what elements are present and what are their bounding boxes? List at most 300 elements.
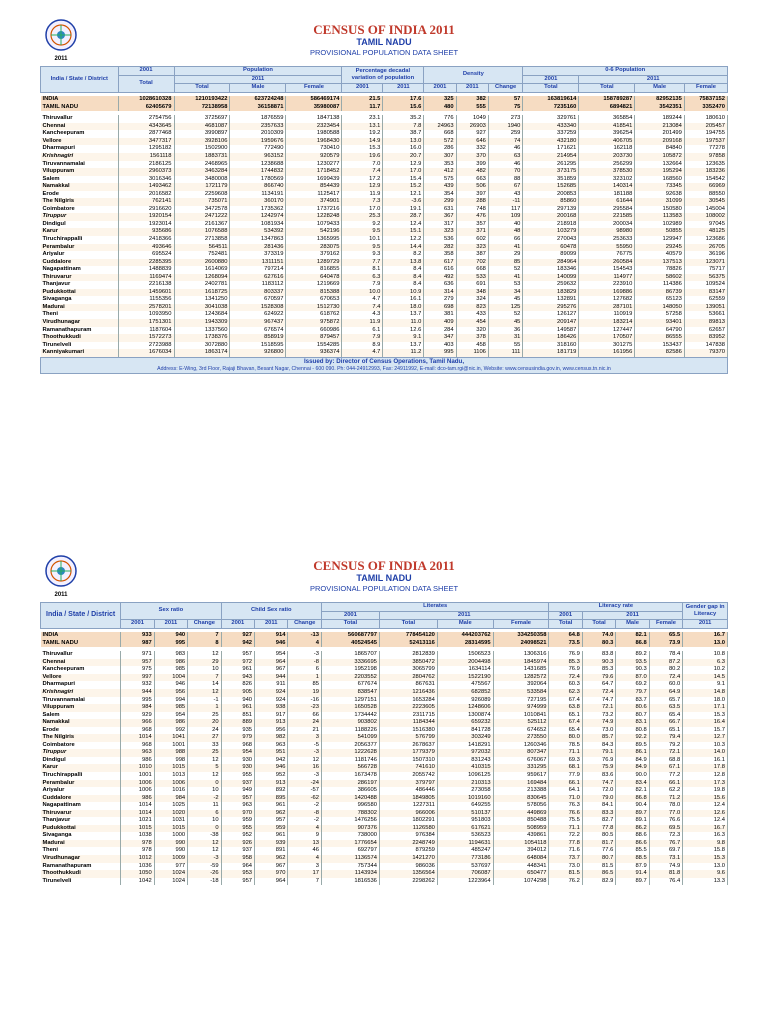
cell-value: 86.2 xyxy=(616,825,649,833)
summary-row xyxy=(41,640,728,648)
cell-value: 17.8 xyxy=(683,764,728,772)
cell-value: 1734442 xyxy=(321,712,379,720)
cell-value: 986 xyxy=(154,719,187,727)
cell-value: 314 xyxy=(424,289,456,297)
cell-value: 41 xyxy=(488,274,522,282)
cell-value: 71.2 xyxy=(649,795,683,803)
cell-value: 397 xyxy=(456,191,488,199)
area-name: Erode xyxy=(41,191,119,199)
cell-value: 12 xyxy=(188,772,221,780)
cell-value: 1952198 xyxy=(321,666,379,674)
cell-value: 62657 xyxy=(684,327,727,335)
cell-value: 17.3 xyxy=(683,780,728,788)
area-name: Madurai xyxy=(41,840,121,848)
cell-value: 132891 xyxy=(523,296,579,304)
cell-value: 418541 xyxy=(579,123,635,131)
col-header-age-total: Total xyxy=(579,84,635,93)
table-row xyxy=(41,266,728,274)
cell-value: 67.4 xyxy=(549,697,582,705)
cell-value: 670653 xyxy=(286,296,342,304)
area-name: Tiruchirappalli xyxy=(41,236,119,244)
cell-value: 506 xyxy=(456,183,488,191)
cell-value: 109524 xyxy=(684,281,727,289)
cell-value: -3.6 xyxy=(383,198,424,206)
cell-value: 35980087 xyxy=(286,104,342,112)
cell-value: 149587 xyxy=(523,327,579,335)
cell-value: 74.0 xyxy=(582,632,615,640)
cell-value: 940 xyxy=(154,632,187,640)
cell-value: 493646 xyxy=(118,244,174,252)
cell-value: 406705 xyxy=(579,138,635,146)
cell-value: 7.7 xyxy=(342,259,383,267)
area-name: Virudhunagar xyxy=(41,855,121,863)
cell-value: 72.4 xyxy=(582,689,615,697)
cell-value: 940 xyxy=(221,697,254,705)
col-header-den-2011: 2011 xyxy=(456,84,488,93)
cell-value: 663 xyxy=(456,176,488,184)
cell-value: 1572273 xyxy=(118,334,174,342)
cell-value: 975872 xyxy=(286,319,342,327)
col-header-decadal: Percentage decadal variation of population xyxy=(342,67,424,84)
cell-value: 1010841 xyxy=(493,712,549,720)
cell-value: 627616 xyxy=(230,274,286,282)
cell-value: 76775 xyxy=(579,251,635,259)
area-name: Ramanathapuram xyxy=(41,863,121,871)
cell-value: 60.0 xyxy=(649,681,683,689)
cell-value: 63.5 xyxy=(649,704,683,712)
cell-value: 7 xyxy=(188,632,221,640)
cell-value: 1347863 xyxy=(230,236,286,244)
cell-value: 79.6 xyxy=(582,674,615,682)
cell-value: 347 xyxy=(424,334,456,342)
cell-value: -11 xyxy=(488,198,522,206)
cell-value: 14.0 xyxy=(683,749,728,757)
cell-value: 273 xyxy=(488,115,522,123)
table-row xyxy=(41,727,728,735)
cell-value: 36 xyxy=(488,327,522,335)
table-row xyxy=(41,666,728,674)
cell-value: 79.2 xyxy=(649,742,683,750)
cell-value: 10.0 xyxy=(342,289,383,297)
cell-value: 186426 xyxy=(523,334,579,342)
cell-value: 966 xyxy=(121,719,154,727)
cell-value: 79.7 xyxy=(616,689,649,697)
cell-value: 961 xyxy=(255,802,288,810)
cell-value: 80.5 xyxy=(582,832,615,840)
cell-value: 1431685 xyxy=(493,666,549,674)
cell-value: 8.4 xyxy=(383,281,424,289)
cell-value: 387 xyxy=(456,251,488,259)
cell-value: 985 xyxy=(154,666,187,674)
cell-value: 12.9 xyxy=(342,183,383,191)
cell-value: 93.5 xyxy=(616,659,649,667)
col-header-age-female: Female xyxy=(684,84,727,93)
cell-value: 2298262 xyxy=(379,878,437,886)
cell-value: 1943309 xyxy=(174,319,230,327)
data-sheet-literacy xyxy=(40,558,728,885)
cell-value: 913 xyxy=(255,780,288,788)
area-name: Ariyalur xyxy=(41,787,121,795)
cell-value: 1210193422 xyxy=(174,96,230,104)
cell-value: 63 xyxy=(488,153,522,161)
cell-value: 261295 xyxy=(523,161,579,169)
cell-value: 153437 xyxy=(635,342,685,350)
area-name: Tiruchirappalli xyxy=(41,772,121,780)
cell-value: 108002 xyxy=(684,213,727,221)
logo-year: 2011 xyxy=(54,56,68,62)
cell-value: 61644 xyxy=(579,198,635,206)
cell-value: 18.0 xyxy=(683,697,728,705)
cell-value: 1311151 xyxy=(230,259,286,267)
cell-value: 68.8 xyxy=(649,757,683,765)
table-row xyxy=(41,764,728,772)
area-name: The Nilgiris xyxy=(41,198,119,206)
cell-value: 92638 xyxy=(635,191,685,199)
cell-value: 889 xyxy=(221,719,254,727)
cell-value: 56375 xyxy=(684,274,727,282)
area-name: Chennai xyxy=(41,123,119,131)
area-name: Vellore xyxy=(41,674,121,682)
cell-value: 16.3 xyxy=(683,832,728,840)
cell-value: 444203762 xyxy=(437,632,493,640)
cell-value: 1025 xyxy=(154,802,187,810)
area-name: Salem xyxy=(41,712,121,720)
cell-value: 952 xyxy=(221,832,254,840)
cell-value: 508959 xyxy=(493,825,549,833)
area-name: Dharmapuri xyxy=(41,145,119,153)
cell-value: 1024 xyxy=(154,870,187,878)
table-row xyxy=(41,704,728,712)
cell-value: 4 xyxy=(288,825,321,833)
cell-value: 762141 xyxy=(118,198,174,206)
cell-value: 77.2 xyxy=(649,772,683,780)
cell-value: 2471222 xyxy=(174,213,230,221)
area-name: Coimbatore xyxy=(41,742,121,750)
summary-row xyxy=(41,632,728,640)
cell-value: 114386 xyxy=(635,281,685,289)
cell-value: 76.9 xyxy=(582,757,615,765)
cell-value: 963 xyxy=(255,742,288,750)
cell-value: 181719 xyxy=(523,349,579,357)
cell-value: 1845974 xyxy=(493,659,549,667)
cell-value: 954 xyxy=(221,749,254,757)
cell-value: 17.1 xyxy=(683,704,728,712)
cell-value: 33 xyxy=(188,742,221,750)
cell-value: 955 xyxy=(221,825,254,833)
cell-value: 986 xyxy=(121,795,154,803)
cell-value: 194755 xyxy=(684,130,727,138)
cell-value: 126127 xyxy=(523,311,579,319)
cell-value: 7.8 xyxy=(383,123,424,131)
cell-value: 954 xyxy=(154,712,187,720)
cell-value: 944 xyxy=(121,689,154,697)
cell-value: 946 xyxy=(255,764,288,772)
cell-value: 905 xyxy=(221,689,254,697)
table-row xyxy=(41,198,728,206)
cell-value: 486446 xyxy=(379,787,437,795)
col-header-rate-female: Female xyxy=(649,620,683,629)
cell-value: 82.7 xyxy=(582,817,615,825)
cell-value: 15.3 xyxy=(683,855,728,863)
cell-value: 17 xyxy=(288,870,321,878)
cell-value: 1243684 xyxy=(174,311,230,319)
cell-value: 209168 xyxy=(635,138,685,146)
cell-value: 378530 xyxy=(579,168,635,176)
cell-value: 797214 xyxy=(230,266,286,274)
cell-value: 307 xyxy=(424,153,456,161)
cell-value: 674652 xyxy=(493,727,549,735)
cell-value: 76.7 xyxy=(649,840,683,848)
col-header-age-2001: 2001 xyxy=(523,75,579,84)
cell-value: 80.0 xyxy=(549,734,582,742)
cell-value: 76.9 xyxy=(549,666,582,674)
table-row xyxy=(41,191,728,199)
literacy-table-body xyxy=(41,628,728,885)
cell-value: 90.0 xyxy=(616,772,649,780)
cell-value: 86.5 xyxy=(582,870,615,878)
cell-value: 29245 xyxy=(635,244,685,252)
cell-value: 83.3 xyxy=(582,810,615,818)
cell-value: 1184344 xyxy=(379,719,437,727)
cell-value: 89.7 xyxy=(616,810,649,818)
data-sheet-population xyxy=(40,22,728,374)
cell-value: 979 xyxy=(221,734,254,742)
cell-value: 102989 xyxy=(635,221,685,229)
col-header-2001: 2001 xyxy=(118,67,174,76)
cell-value: 956 xyxy=(255,727,288,735)
cell-value: 624922 xyxy=(230,311,286,319)
table-row xyxy=(41,213,728,221)
cell-value: 16.7 xyxy=(683,632,728,640)
cell-value: 40524545 xyxy=(321,640,379,648)
area-name: Ariyalur xyxy=(41,251,119,259)
cell-value: 1295182 xyxy=(118,145,174,153)
cell-value: 1038 xyxy=(121,832,154,840)
cell-value: 7 xyxy=(188,674,221,682)
table-row xyxy=(41,274,728,282)
cell-value: 4 xyxy=(288,855,321,863)
cell-value: 542196 xyxy=(286,228,342,236)
cell-value: 975 xyxy=(121,666,154,674)
cell-value: 14 xyxy=(188,681,221,689)
cell-value: 162118 xyxy=(579,145,635,153)
table-row xyxy=(41,878,728,886)
cell-value: 13.1 xyxy=(342,123,383,131)
cell-value: 937 xyxy=(221,780,254,788)
cell-value: 86.8 xyxy=(616,795,649,803)
cell-value: 776 xyxy=(424,115,456,123)
cell-value: 1421270 xyxy=(379,855,437,863)
cell-value: 288 xyxy=(456,198,488,206)
cell-value: 88.5 xyxy=(616,855,649,863)
cell-value: 11.9 xyxy=(342,319,383,327)
cell-value: 778454120 xyxy=(379,632,437,640)
area-name: Viluppuram xyxy=(41,704,121,712)
cell-value: 90.3 xyxy=(616,666,649,674)
cell-value: 320 xyxy=(456,327,488,335)
cell-value: 183214 xyxy=(579,319,635,327)
cell-value: 89.7 xyxy=(616,878,649,886)
cell-value: 2056377 xyxy=(321,742,379,750)
cell-value: 76.6 xyxy=(649,817,683,825)
cell-value: 367 xyxy=(424,213,456,221)
state-subtitle: TAMIL NADU xyxy=(356,37,412,47)
cell-value: 63.8 xyxy=(549,704,582,712)
cell-value: 70 xyxy=(488,168,522,176)
cell-value: 773186 xyxy=(437,855,493,863)
cell-value: 1125417 xyxy=(286,191,342,199)
cell-value: 13 xyxy=(288,840,321,848)
cell-value: 28314595 xyxy=(437,640,493,648)
area-name: Viluppuram xyxy=(41,168,119,176)
cell-value: 256299 xyxy=(579,161,635,169)
cell-value: 23.1 xyxy=(342,115,383,123)
cell-value: 946 xyxy=(154,681,187,689)
cell-value: 536523 xyxy=(437,832,493,840)
cell-value: 64.1 xyxy=(549,787,582,795)
cell-value: 670597 xyxy=(230,296,286,304)
cell-value: 48125 xyxy=(684,228,727,236)
cell-value: 1554285 xyxy=(286,342,342,350)
cell-value: 66 xyxy=(488,236,522,244)
cell-value: 974999 xyxy=(493,704,549,712)
cell-value: 379797 xyxy=(379,780,437,788)
col-header-gap-2011: 2011 xyxy=(683,620,728,629)
cell-value: 74 xyxy=(488,138,522,146)
area-name: Salem xyxy=(41,176,119,184)
summary-row xyxy=(41,96,728,104)
cell-value: 668 xyxy=(456,266,488,274)
cell-value: 1920154 xyxy=(118,213,174,221)
cell-value: 972 xyxy=(221,659,254,667)
cell-value: 1751301 xyxy=(118,319,174,327)
cell-value: 12.8 xyxy=(683,772,728,780)
cell-value: 77.8 xyxy=(549,840,582,848)
cell-value: 439861 xyxy=(493,832,549,840)
cell-value: 433340 xyxy=(523,123,579,131)
cell-value: 2010309 xyxy=(230,130,286,138)
area-name: Sivaganga xyxy=(41,832,121,840)
table-row xyxy=(41,855,728,863)
cell-value: 1006 xyxy=(121,787,154,795)
cell-value: 3542351 xyxy=(635,104,685,112)
cell-value: 990 xyxy=(154,847,187,855)
cell-value: 85.3 xyxy=(549,659,582,667)
cell-value: 3480008 xyxy=(174,176,230,184)
cell-value: 85.3 xyxy=(582,666,615,674)
cell-value: 1816536 xyxy=(321,878,379,886)
cell-value: 1079433 xyxy=(286,221,342,229)
cell-value: 458 xyxy=(456,342,488,350)
cell-value: 1054118 xyxy=(493,840,549,848)
cell-value: 5 xyxy=(188,764,221,772)
cell-value: 823 xyxy=(456,304,488,312)
cell-value: 1699439 xyxy=(286,176,342,184)
cell-value: 13.0 xyxy=(383,138,424,146)
cell-value: 82586 xyxy=(635,349,685,357)
cell-value: 86.8 xyxy=(616,640,649,648)
cell-value: 1014 xyxy=(121,802,154,810)
cell-value: 200853 xyxy=(523,191,579,199)
area-name: Tiruppur xyxy=(41,749,121,757)
table-row xyxy=(41,161,728,169)
cell-value: 72.0 xyxy=(582,787,615,795)
cell-value: 1076588 xyxy=(174,228,230,236)
cell-value: 1223964 xyxy=(437,878,493,886)
col-header-csr-2001: 2001 xyxy=(221,620,254,629)
col-header-rate-2011: 2011 xyxy=(582,611,682,620)
cell-value: 183829 xyxy=(523,289,579,297)
cell-value: 50855 xyxy=(635,228,685,236)
sheet-title: CENSUS OF INDIA 2011 xyxy=(313,22,455,37)
cell-value: 966006 xyxy=(379,810,437,818)
table-row xyxy=(41,847,728,855)
cell-value: -2 xyxy=(188,795,221,803)
cell-value: 12.4 xyxy=(383,221,424,229)
col-header-literacy-rate: Literacy rate xyxy=(549,603,683,612)
cell-value: 449869 xyxy=(493,810,549,818)
cell-value: 139051 xyxy=(684,304,727,312)
cell-value: 301275 xyxy=(579,342,635,350)
cell-value: 935686 xyxy=(118,228,174,236)
cell-value: 6894821 xyxy=(579,104,635,112)
cell-value: 929 xyxy=(121,712,154,720)
cell-value: 97858 xyxy=(684,153,727,161)
cell-value: 20 xyxy=(188,719,221,727)
cell-value: 13.8 xyxy=(383,259,424,267)
cell-value: 988 xyxy=(154,749,187,757)
cell-value: 10.8 xyxy=(683,651,728,659)
col-header-age-total-2001: Total xyxy=(523,84,579,93)
col-header-den-change: Change xyxy=(488,84,522,93)
col-header-dec-2011: 2011 xyxy=(383,84,424,93)
cell-value: 13.0 xyxy=(683,640,728,648)
cell-value: 4.3 xyxy=(342,311,383,319)
cell-value: 78.0 xyxy=(649,802,683,810)
cell-value: 1222628 xyxy=(321,749,379,757)
cell-value: 1015 xyxy=(154,825,187,833)
table-row xyxy=(41,349,728,357)
cell-value: 2804762 xyxy=(379,674,437,682)
cell-value: 1136574 xyxy=(321,855,379,863)
cell-value: 1238688 xyxy=(230,161,286,169)
table-row xyxy=(41,697,728,705)
cell-value: 65.5 xyxy=(649,632,683,640)
cell-value: 332 xyxy=(456,145,488,153)
col-header-literates: Literates xyxy=(321,603,548,612)
cell-value: 533584 xyxy=(493,689,549,697)
area-name: Thiruvarur xyxy=(41,274,119,282)
cell-value: 2812839 xyxy=(379,651,437,659)
cell-value: 117 xyxy=(488,206,522,214)
cell-value: 80.7 xyxy=(582,855,615,863)
col-header-dec-2001: 2001 xyxy=(342,84,383,93)
cell-value: 8.9 xyxy=(342,342,383,350)
cell-value: 103279 xyxy=(523,228,579,236)
cell-value: 189244 xyxy=(635,115,685,123)
sheet-header xyxy=(40,22,728,66)
cell-value: 997 xyxy=(121,674,154,682)
cell-value: 36158871 xyxy=(230,104,286,112)
cell-value: 702 xyxy=(456,259,488,267)
cell-value: 959 xyxy=(221,817,254,825)
cell-value: 695524 xyxy=(118,251,174,259)
cell-value: 67 xyxy=(488,183,522,191)
cell-value: 27 xyxy=(188,734,221,742)
cell-value: 1653284 xyxy=(379,697,437,705)
cell-value: 2248749 xyxy=(379,840,437,848)
cell-value: 3072880 xyxy=(174,342,230,350)
